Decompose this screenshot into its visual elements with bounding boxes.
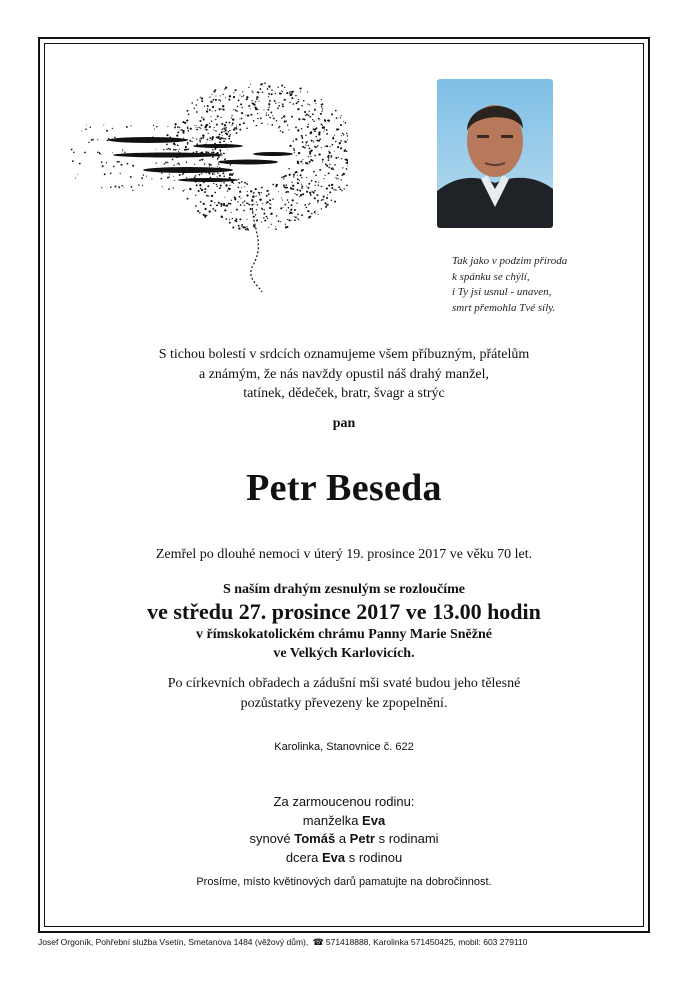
charity-request: Prosíme, místo květinových darů pamatujte na dobročinnost. (196, 876, 492, 888)
funeral-service-footer (38, 937, 528, 948)
daughter-suffix: s rodinou (345, 849, 403, 865)
cremation-note (44, 674, 644, 713)
family-address: Karolinka, Stanovnice č. 622 (274, 741, 414, 753)
death-notice: Zemřel po dlouhé nemoci v úterý 19. prosince 2017 ve věku 70 let. (155, 547, 533, 562)
intro-line: tatínek, dědeček, bratr, švagr a strýc (243, 386, 445, 401)
family-sons (44, 830, 644, 849)
conjunction: a (335, 831, 350, 846)
family-wife (44, 812, 644, 831)
funeral-venue: v římskokatolickém chrámu Panny Marie Sněžné (196, 627, 492, 642)
poem-line: i Ty jsi usnul - unaven, (452, 286, 552, 298)
moon-clouds-illustration (48, 80, 348, 295)
poem-line: k spánku se chýlí, (452, 270, 530, 283)
son-name: Tomáš (294, 831, 336, 846)
honorific: pan (332, 416, 356, 431)
funeral-date-time: ve středu 27. prosince 2017 ve 13.00 hodin (147, 599, 541, 624)
intro-line: S tichou bolestí v srdcích oznamujeme všem příbuzným, přátelům (158, 347, 530, 362)
daughter-name: Eva (321, 849, 346, 865)
footer-phones: 571418888, Karolinka 571450425, mobil: 603 279110 (325, 937, 528, 947)
family-daughter (44, 849, 644, 868)
poem-line: smrt přemohla Tvé síly. (452, 301, 556, 314)
deceased-name: Petr Beseda (246, 467, 442, 509)
sons-prefix: synové (249, 831, 295, 846)
remains-line: Po církevních obřadech a zádušní mši svaté budou jeho tělesné (167, 676, 521, 691)
poem (452, 254, 622, 316)
remains-line: pozůstatky převezeny ke zpopelnění. (240, 695, 448, 711)
sons-suffix: s rodinami (374, 831, 439, 846)
portrait-photo (437, 79, 553, 228)
reflection-trail (251, 192, 262, 292)
wife-name: Eva (362, 812, 386, 828)
daughter-prefix: dcera (285, 849, 322, 865)
mourning-family (44, 793, 644, 867)
poem-line: Tak jako v podzim příroda (452, 255, 568, 267)
footer-company: Josef Orgoník, Pohřební služba Vsetín, Smetanova 1484 (věžový dům), (38, 937, 309, 947)
intro-line: a známým, že nás navždy opustil náš drahý manžel, (198, 366, 489, 382)
farewell-intro: S naším drahým zesnulým se rozloučíme (222, 582, 465, 597)
son-name: Petr (349, 831, 375, 846)
announcement-intro (44, 345, 644, 404)
funeral-place: ve Velkých Karlovicích. (273, 646, 415, 661)
family-heading: Za zarmoucenou rodinu: (273, 794, 415, 809)
funeral-details (44, 580, 644, 663)
moon-disc (230, 126, 290, 186)
telephone-icon: ☎ (312, 937, 324, 947)
wife-prefix: manželka (302, 812, 363, 828)
